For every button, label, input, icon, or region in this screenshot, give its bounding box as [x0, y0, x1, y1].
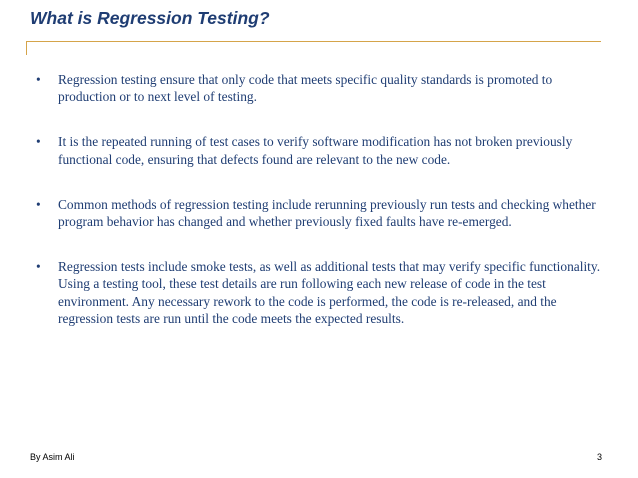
bullet-item	[36, 133, 606, 167]
bullet-marker: •	[36, 72, 41, 87]
bullet-item	[36, 258, 606, 327]
slide-title: What is Regression Testing?	[30, 8, 270, 28]
title-corner-mark	[26, 41, 27, 55]
bullet-text: It is the repeated running of test cases to verify software modification has not broken previously functional code, ensuring that defects found are relevant to the new code.	[58, 134, 573, 167]
title-underline	[26, 41, 601, 42]
bullet-marker: •	[36, 259, 41, 275]
bullet-text: Regression testing ensure that only code that meets specific quality standards is promoted to production or to next level of testing.	[58, 72, 553, 105]
page-number: 3	[596, 452, 602, 462]
footer-author: By Asim Ali	[30, 452, 75, 462]
bullet-list	[36, 71, 606, 355]
bullet-item	[36, 71, 606, 105]
bullet-text: Common methods of regression testing include rerunning previously run tests and checking whether program behavior has changed and whether previously fixed faults have re-emerged.	[58, 196, 596, 230]
bullet-marker: •	[36, 134, 41, 150]
bullet-item	[36, 196, 606, 230]
bullet-text: Regression tests include smoke tests, as well as additional tests that may verify specific functionality. Using a testing tool, these test details are run following each new release of code in the test environment. Any necessary rework to the code is performed, the code is re-released, and the regression tests are run until the code meets the expected results.	[58, 259, 601, 326]
bullet-marker: •	[36, 196, 41, 212]
